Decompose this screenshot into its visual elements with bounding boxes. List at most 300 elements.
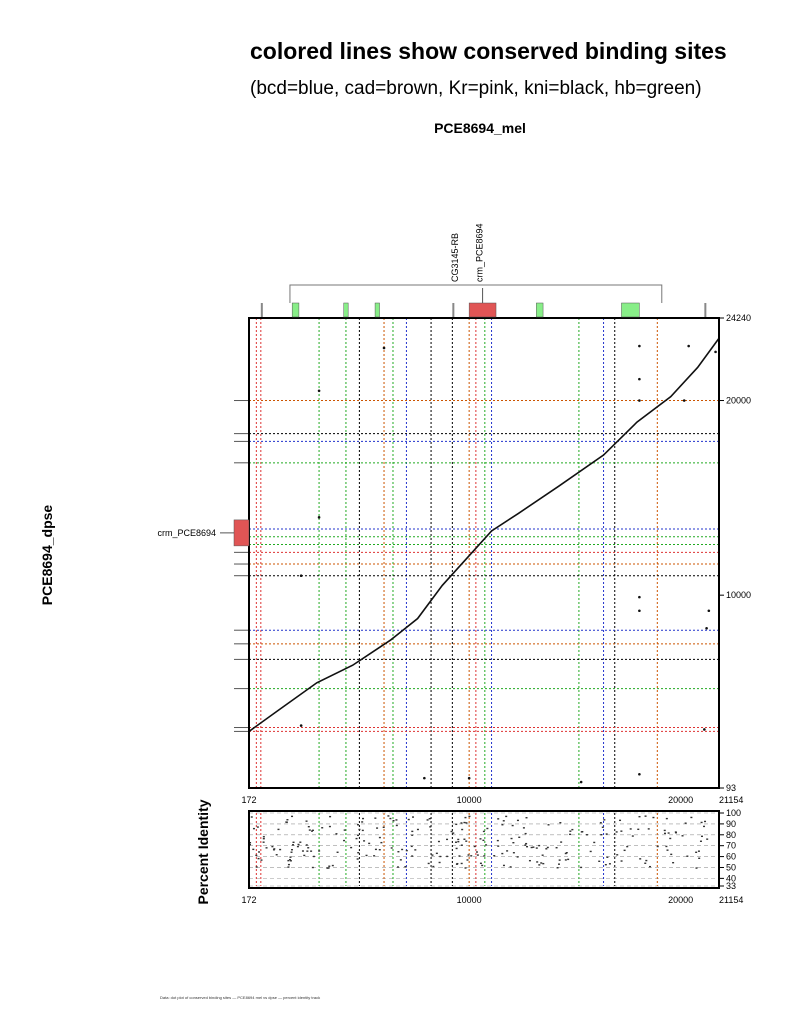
identity-point — [482, 840, 484, 841]
identity-point — [525, 817, 527, 818]
identity-point — [481, 865, 483, 866]
identity-point — [672, 862, 674, 863]
identity-point — [682, 835, 684, 836]
y-annotation-label: crm_PCE8694 — [157, 527, 216, 538]
identity-point — [698, 858, 700, 859]
identity-point — [512, 825, 514, 826]
identity-point — [302, 850, 304, 851]
identity-point — [526, 846, 528, 847]
identity-track — [249, 808, 741, 891]
identity-point — [675, 831, 677, 832]
scatter-point — [300, 574, 303, 577]
identity-point — [256, 866, 258, 867]
identity-point — [432, 866, 434, 867]
identity-point — [686, 856, 688, 857]
identity-point — [307, 847, 309, 848]
identity-point — [436, 853, 438, 854]
identity-point — [480, 863, 482, 864]
exon-box — [375, 303, 379, 317]
identity-point — [318, 850, 320, 851]
identity-point — [463, 822, 465, 823]
identity-point — [644, 863, 646, 864]
identity-point — [616, 854, 618, 855]
identity-point — [411, 846, 413, 847]
x-tick-label: 172 — [241, 795, 257, 805]
identity-y-tick-label: 70 — [726, 840, 737, 851]
identity-point — [652, 817, 654, 818]
site-lines-y — [234, 401, 719, 732]
identity-point — [306, 844, 308, 845]
identity-point — [273, 849, 275, 850]
site-lines-x — [256, 318, 657, 788]
identity-point — [408, 819, 410, 820]
identity-point — [309, 829, 311, 830]
identity-point — [379, 837, 381, 838]
identity-point — [357, 858, 359, 859]
identity-point — [375, 849, 377, 850]
identity-point — [560, 841, 562, 842]
left-annotation-track — [157, 520, 249, 546]
identity-point — [669, 838, 671, 839]
identity-point — [511, 838, 513, 839]
identity-point — [397, 851, 399, 852]
identity-point — [299, 842, 301, 843]
identity-point — [332, 865, 334, 866]
footer-text: Data: dot plot of conserved binding sites — PCE8694 mel vs dpse — percent identity track — [160, 995, 321, 1000]
identity-point — [288, 864, 290, 865]
identity-point — [531, 847, 533, 848]
identity-point — [458, 855, 460, 856]
identity-point — [291, 816, 293, 817]
identity-point — [657, 846, 659, 847]
identity-point — [649, 866, 651, 867]
identity-point — [253, 828, 255, 829]
identity-x-tick-label: 10000 — [456, 895, 482, 905]
identity-point — [586, 834, 588, 835]
identity-point — [590, 851, 592, 852]
identity-point — [289, 856, 291, 857]
identity-point — [474, 846, 476, 847]
identity-point — [417, 829, 419, 830]
identity-point — [468, 854, 470, 855]
identity-point — [285, 821, 287, 822]
identity-point — [357, 824, 359, 825]
identity-point — [357, 852, 359, 853]
identity-point — [376, 827, 378, 828]
scatter-point — [703, 728, 706, 731]
identity-point — [357, 835, 359, 836]
identity-point — [605, 864, 607, 865]
plot-frame — [249, 318, 719, 788]
identity-point — [337, 852, 339, 853]
identity-point — [363, 840, 365, 841]
identity-point — [632, 835, 634, 836]
identity-point — [412, 816, 414, 817]
identity-point — [648, 828, 650, 829]
scatter-point — [468, 777, 471, 780]
identity-point — [306, 820, 308, 821]
identity-point — [600, 834, 602, 835]
identity-point — [411, 855, 413, 856]
identity-point — [358, 829, 360, 830]
identity-point — [512, 842, 514, 843]
identity-point — [395, 819, 397, 820]
identity-y-tick-label: 50 — [726, 862, 737, 873]
identity-point — [279, 849, 281, 850]
identity-point — [255, 855, 257, 856]
scatter-point — [638, 773, 641, 776]
identity-point — [393, 820, 395, 821]
identity-x-tick-label: 172 — [241, 895, 257, 905]
identity-point — [701, 836, 703, 837]
identity-point — [479, 838, 481, 839]
scatter-point — [683, 399, 686, 402]
identity-point — [258, 858, 260, 859]
identity-point — [266, 847, 268, 848]
identity-point — [525, 843, 527, 844]
y-tick-label: 93 — [726, 783, 737, 793]
identity-point — [397, 866, 399, 867]
identity-point — [461, 845, 463, 846]
scatter-point — [383, 347, 386, 350]
identity-point — [328, 867, 330, 868]
identity-point — [344, 829, 346, 830]
identity-point — [361, 821, 363, 822]
identity-point — [639, 858, 641, 859]
identity-point — [670, 854, 672, 855]
identity-point — [603, 819, 605, 820]
identity-point — [263, 838, 265, 839]
y-tick-label: 24240 — [726, 313, 752, 323]
identity-point — [645, 815, 647, 816]
x-annotation-label: crm_PCE8694 — [474, 223, 485, 282]
exon-box — [536, 303, 543, 317]
identity-point — [428, 863, 430, 864]
identity-point — [379, 849, 381, 850]
identity-point — [313, 856, 315, 857]
crm-box-x — [469, 303, 496, 317]
axis-ticks — [241, 313, 751, 905]
identity-point — [263, 836, 265, 837]
identity-point — [404, 866, 406, 867]
identity-point — [637, 829, 639, 830]
top-annotation-track — [261, 223, 707, 317]
identity-point — [411, 835, 413, 836]
identity-point — [476, 851, 478, 852]
identity-point — [621, 860, 623, 861]
identity-point — [287, 866, 289, 867]
identity-point — [328, 866, 330, 867]
identity-point — [524, 844, 526, 845]
identity-y-tick-label: 60 — [726, 851, 737, 862]
identity-point — [335, 833, 337, 834]
identity-point — [470, 855, 472, 856]
identity-point — [701, 822, 703, 823]
identity-point — [540, 862, 542, 863]
scatter-point — [638, 378, 641, 381]
identity-point — [431, 854, 433, 855]
identity-point — [518, 837, 520, 838]
identity-point — [380, 842, 382, 843]
identity-y-tick-label: 100 — [726, 808, 742, 818]
identity-point — [465, 840, 467, 841]
identity-point — [290, 852, 292, 853]
scatter-point — [423, 777, 426, 780]
identity-point — [497, 845, 499, 846]
identity-point — [368, 843, 370, 844]
identity-point — [695, 852, 697, 853]
identity-point — [567, 859, 569, 860]
identity-point — [616, 831, 618, 832]
identity-point — [329, 816, 331, 817]
identity-point — [559, 859, 561, 860]
identity-point — [600, 822, 602, 823]
identity-point — [609, 863, 611, 864]
identity-point — [260, 859, 262, 860]
identity-point — [667, 849, 669, 850]
identity-x-tick-label: 20000 — [668, 895, 694, 905]
identity-point — [532, 846, 534, 847]
identity-point — [542, 855, 544, 856]
identity-point — [258, 851, 260, 852]
identity-point — [569, 834, 571, 835]
identity-point — [666, 818, 668, 819]
identity-point — [455, 824, 457, 825]
identity-point — [510, 866, 512, 867]
identity-point — [429, 826, 431, 827]
identity-point — [486, 828, 488, 829]
identity-point — [321, 827, 323, 828]
identity-point — [286, 819, 288, 820]
identity-point — [668, 832, 670, 833]
identity-point — [529, 860, 531, 861]
identity-point — [566, 852, 568, 853]
identity-point — [477, 854, 479, 855]
identity-point — [297, 846, 299, 847]
identity-point — [606, 857, 608, 858]
identity-point — [463, 839, 465, 840]
identity-point — [630, 828, 632, 829]
scatter-point — [580, 781, 583, 784]
identity-point — [293, 842, 295, 843]
identity-point — [257, 826, 259, 827]
identity-point — [685, 822, 687, 823]
identity-point — [457, 841, 459, 842]
identity-point — [538, 845, 540, 846]
identity-point — [350, 847, 352, 848]
identity-point — [461, 829, 463, 830]
identity-point — [329, 826, 331, 827]
x-tick-label: 21154 — [719, 795, 744, 805]
identity-point — [569, 830, 571, 831]
chart-subtitle: (bcd=blue, cad=brown, Kr=pink, kni=black, hb=green) — [250, 78, 702, 99]
identity-point — [580, 867, 582, 868]
identity-point — [503, 865, 505, 866]
identity-point — [400, 859, 402, 860]
scatter-point — [318, 516, 321, 519]
identity-point — [263, 841, 265, 842]
identity-point — [523, 827, 525, 828]
identity-point — [503, 820, 505, 821]
scatter-point — [300, 724, 303, 727]
identity-y-tick-label: 80 — [726, 829, 737, 840]
identity-point — [406, 850, 408, 851]
identity-point — [698, 850, 700, 851]
identity-point — [401, 849, 403, 850]
identity-point — [251, 816, 253, 817]
identity-point — [466, 859, 468, 860]
x-annotation-label: CG3145-RB — [449, 232, 460, 282]
identity-point — [624, 850, 626, 851]
identity-point — [517, 856, 519, 857]
identity-point — [312, 867, 314, 868]
identity-point — [303, 855, 305, 856]
identity-point — [664, 833, 666, 834]
identity-point — [485, 844, 487, 845]
gene-span-bracket — [290, 285, 662, 303]
identity-point — [538, 864, 540, 865]
identity-point — [465, 867, 467, 868]
identity-point — [310, 850, 312, 851]
identity-point — [457, 839, 459, 840]
identity-point — [581, 831, 583, 832]
identity-x-tick-label: 21154 — [719, 895, 744, 905]
identity-point — [506, 850, 508, 851]
identity-point — [276, 854, 278, 855]
identity-point — [277, 829, 279, 830]
identity-point — [306, 850, 308, 851]
identity-point — [343, 840, 345, 841]
identity-point — [271, 846, 273, 847]
identity-point — [464, 817, 466, 818]
identity-point — [438, 841, 440, 842]
identity-point — [703, 826, 705, 827]
identity-point — [565, 859, 567, 860]
x-tick-label: 10000 — [456, 795, 482, 805]
identity-point — [606, 833, 608, 834]
identity-point — [391, 847, 393, 848]
chart-title: colored lines show conserved binding sites — [250, 38, 727, 64]
identity-point — [571, 829, 573, 830]
marker-bar — [261, 303, 263, 317]
scatter-point — [638, 596, 641, 599]
identity-point — [706, 838, 708, 839]
y-axis-label: PCE8694_dpse — [39, 504, 55, 606]
identity-point — [558, 863, 560, 864]
identity-point — [700, 841, 702, 842]
identity-point — [366, 855, 368, 856]
identity-point — [374, 817, 376, 818]
identity-point — [665, 846, 667, 847]
exon-box — [621, 303, 639, 317]
identity-point — [559, 822, 561, 823]
identity-point — [501, 853, 503, 854]
identity-point — [460, 822, 462, 823]
identity-point — [439, 856, 441, 857]
identity-point — [414, 849, 416, 850]
identity-point — [446, 839, 448, 840]
identity-point — [311, 830, 313, 831]
identity-point — [411, 831, 413, 832]
identity-point — [291, 849, 293, 850]
identity-point — [638, 816, 640, 817]
identity-point — [483, 831, 485, 832]
identity-point — [557, 867, 559, 868]
identity-point — [619, 820, 621, 821]
marker-bar — [704, 303, 706, 317]
identity-point — [429, 818, 431, 819]
identity-point — [356, 838, 358, 839]
identity-point — [483, 855, 485, 856]
identity-point — [626, 846, 628, 847]
identity-point — [548, 824, 550, 825]
identity-point — [362, 830, 364, 831]
identity-point — [497, 840, 499, 841]
identity-point — [545, 848, 547, 849]
identity-point — [645, 860, 647, 861]
identity-point — [517, 820, 519, 821]
x-tick-label: 20000 — [668, 795, 694, 805]
identity-point — [497, 818, 499, 819]
identity-point — [556, 847, 558, 848]
identity-point — [456, 863, 458, 864]
identity-point — [505, 816, 507, 817]
identity-point — [620, 830, 622, 831]
y-tick-label: 10000 — [726, 590, 752, 601]
identity-point — [298, 844, 300, 845]
identity-point — [287, 860, 289, 861]
identity-point — [468, 816, 470, 817]
scatter-point — [638, 609, 641, 612]
identity-point — [389, 818, 391, 819]
identity-point — [456, 848, 458, 849]
identity-point — [513, 852, 515, 853]
identity-point — [493, 855, 495, 856]
identity-point — [308, 826, 310, 827]
identity-point — [525, 833, 527, 834]
identity-axis-label: Percent Identity — [195, 799, 211, 905]
identity-point — [547, 847, 549, 848]
marker-bar — [452, 303, 454, 317]
identity-point — [373, 855, 375, 856]
scatter-point — [705, 627, 708, 630]
identity-point — [427, 819, 429, 820]
identity-point — [664, 830, 666, 831]
identity-point — [362, 818, 364, 819]
scatter-point — [638, 345, 641, 348]
crm-box-y — [234, 520, 249, 546]
identity-point — [695, 867, 697, 868]
identity-point — [455, 842, 457, 843]
identity-point — [451, 831, 453, 832]
scatter-point — [318, 389, 321, 392]
identity-point — [598, 861, 600, 862]
scatter-point — [708, 609, 711, 612]
identity-point — [387, 815, 389, 816]
identity-point — [690, 817, 692, 818]
identity-point — [602, 827, 604, 828]
identity-point — [252, 849, 254, 850]
scatter-point — [687, 345, 690, 348]
identity-y-tick-label: 33 — [726, 881, 737, 891]
identity-point — [536, 861, 538, 862]
identity-point — [501, 824, 503, 825]
identity-point — [452, 832, 454, 833]
identity-y-tick-label: 90 — [726, 818, 737, 829]
identity-point — [292, 844, 294, 845]
y-tick-label: 20000 — [726, 395, 752, 406]
identity-point — [593, 842, 595, 843]
